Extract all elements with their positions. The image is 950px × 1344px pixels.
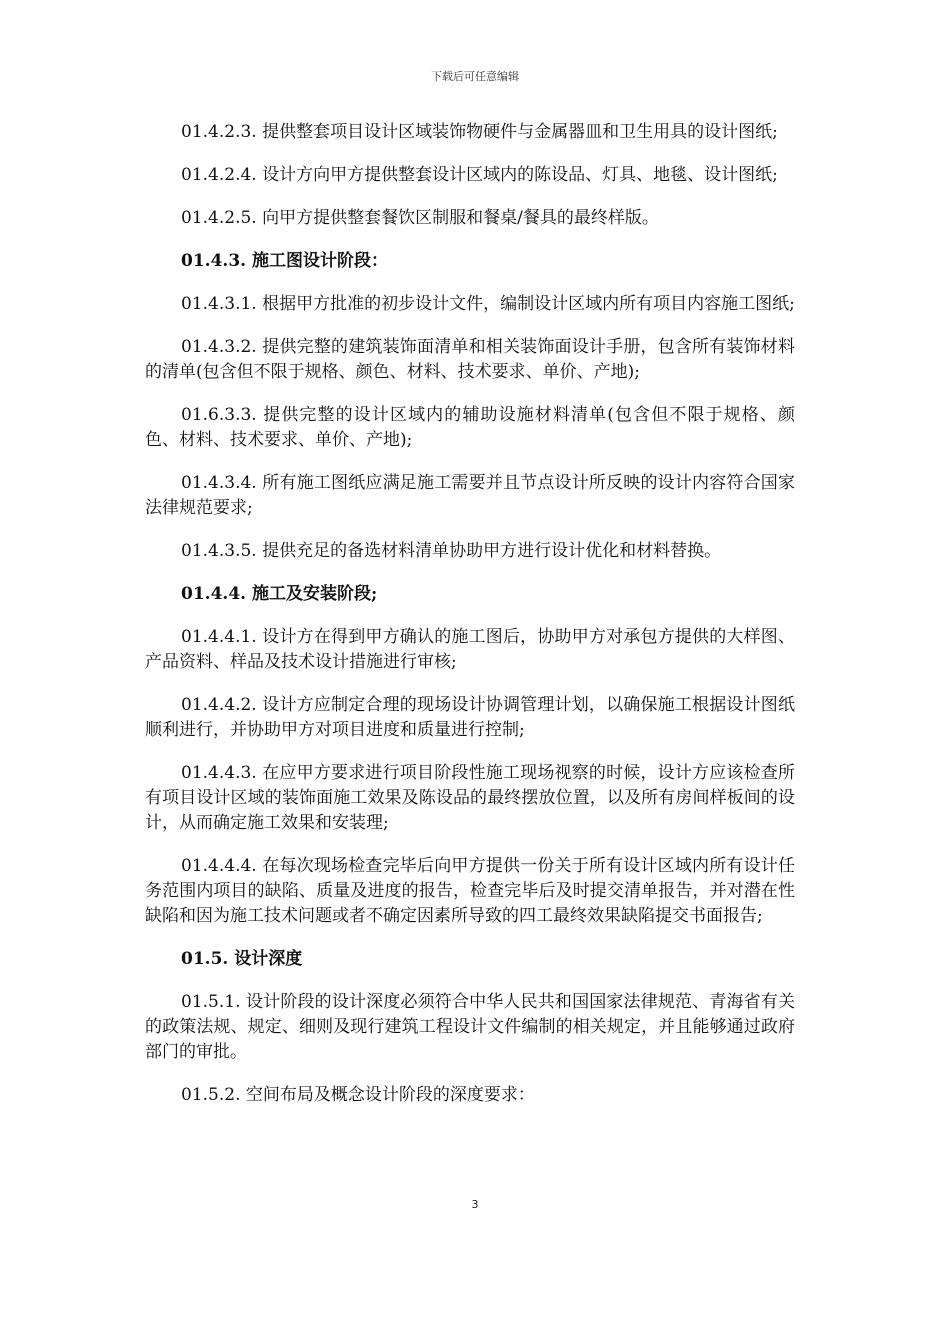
- page-number: 3: [471, 1198, 479, 1211]
- paragraph: 01.4.3.5. 提供充足的备选材料清单协助甲方进行设计优化和材料替换。: [181, 541, 722, 561]
- document-body: [145, 120, 795, 1126]
- section-heading: 01.4.3. 施工图设计阶段：: [181, 251, 388, 271]
- section-heading: 01.4.4. 施工及安装阶段;: [181, 584, 378, 604]
- paragraph: 01.4.3.2. 提供完整的建筑装饰面清单和相关装饰面设计手册，包含所有装饰材料的清单(包含但不限于规格、颜色、材料、技术要求、单价、产地);: [145, 337, 795, 382]
- paragraph: 01.4.4.2. 设计方应制定合理的现场设计协调管理计划，以确保施工根据设计图纸顺利进行，并协助甲方对项目进度和质量进行控制;: [145, 695, 795, 740]
- paragraph: 01.4.2.5. 向甲方提供整套餐饮区制服和餐桌/餐具的最终样版。: [181, 208, 659, 228]
- paragraph: 01.4.3.1. 根据甲方批准的初步设计文件，编制设计区域内所有项目内容施工图纸;: [181, 294, 795, 314]
- paragraph: 01.6.3.3. 提供完整的设计区域内的辅助设施材料清单(包含但不限于规格、颜色、材料、技术要求、单价、产地);: [145, 405, 795, 450]
- section-heading: 01.5. 设计深度: [181, 949, 303, 969]
- paragraph: 01.4.4.1. 设计方在得到甲方确认的施工图后，协助甲方对承包方提供的大样图、产品资料、样品及技术设计措施进行审核;: [145, 627, 795, 672]
- paragraph: 01.4.2.3. 提供整套项目设计区域装饰物硬件与金属器皿和卫生用具的设计图纸;: [181, 122, 778, 142]
- paragraph: 01.4.2.4. 设计方向甲方提供整套设计区域内的陈设品、灯具、地毯、设计图纸;: [181, 165, 778, 185]
- paragraph: 01.4.4.4. 在每次现场检查完毕后向甲方提供一份关于所有设计区域内所有设计任务范围内项目的缺陷、质量及进度的报告，检查完毕后及时提交清单报告，并对潜在性缺陷和因为施工技术问题或者不确定因素所导致的四工最终效果缺陷提交书面报告;: [145, 856, 795, 926]
- page-header: 下载后可任意编辑: [431, 70, 519, 83]
- paragraph: 01.5.2. 空间布局及概念设计阶段的深度要求：: [181, 1085, 535, 1105]
- paragraph: 01.4.3.4. 所有施工图纸应满足施工需要并且节点设计所反映的设计内容符合国家法律规范要求;: [145, 473, 795, 518]
- paragraph: 01.4.4.3. 在应甲方要求进行项目阶段性施工现场视察的时候，设计方应该检查所有项目设计区域的装饰面施工效果及陈设品的最终摆放位置，以及所有房间样板间的设计，从而确定施工效果和安装理;: [145, 763, 795, 833]
- paragraph: 01.5.1. 设计阶段的设计深度必须符合中华人民共和国国家法律规范、青海省有关的政策法规、规定、细则及现行建筑工程设计文件编制的相关规定，并且能够通过政府部门的审批。: [145, 992, 795, 1062]
